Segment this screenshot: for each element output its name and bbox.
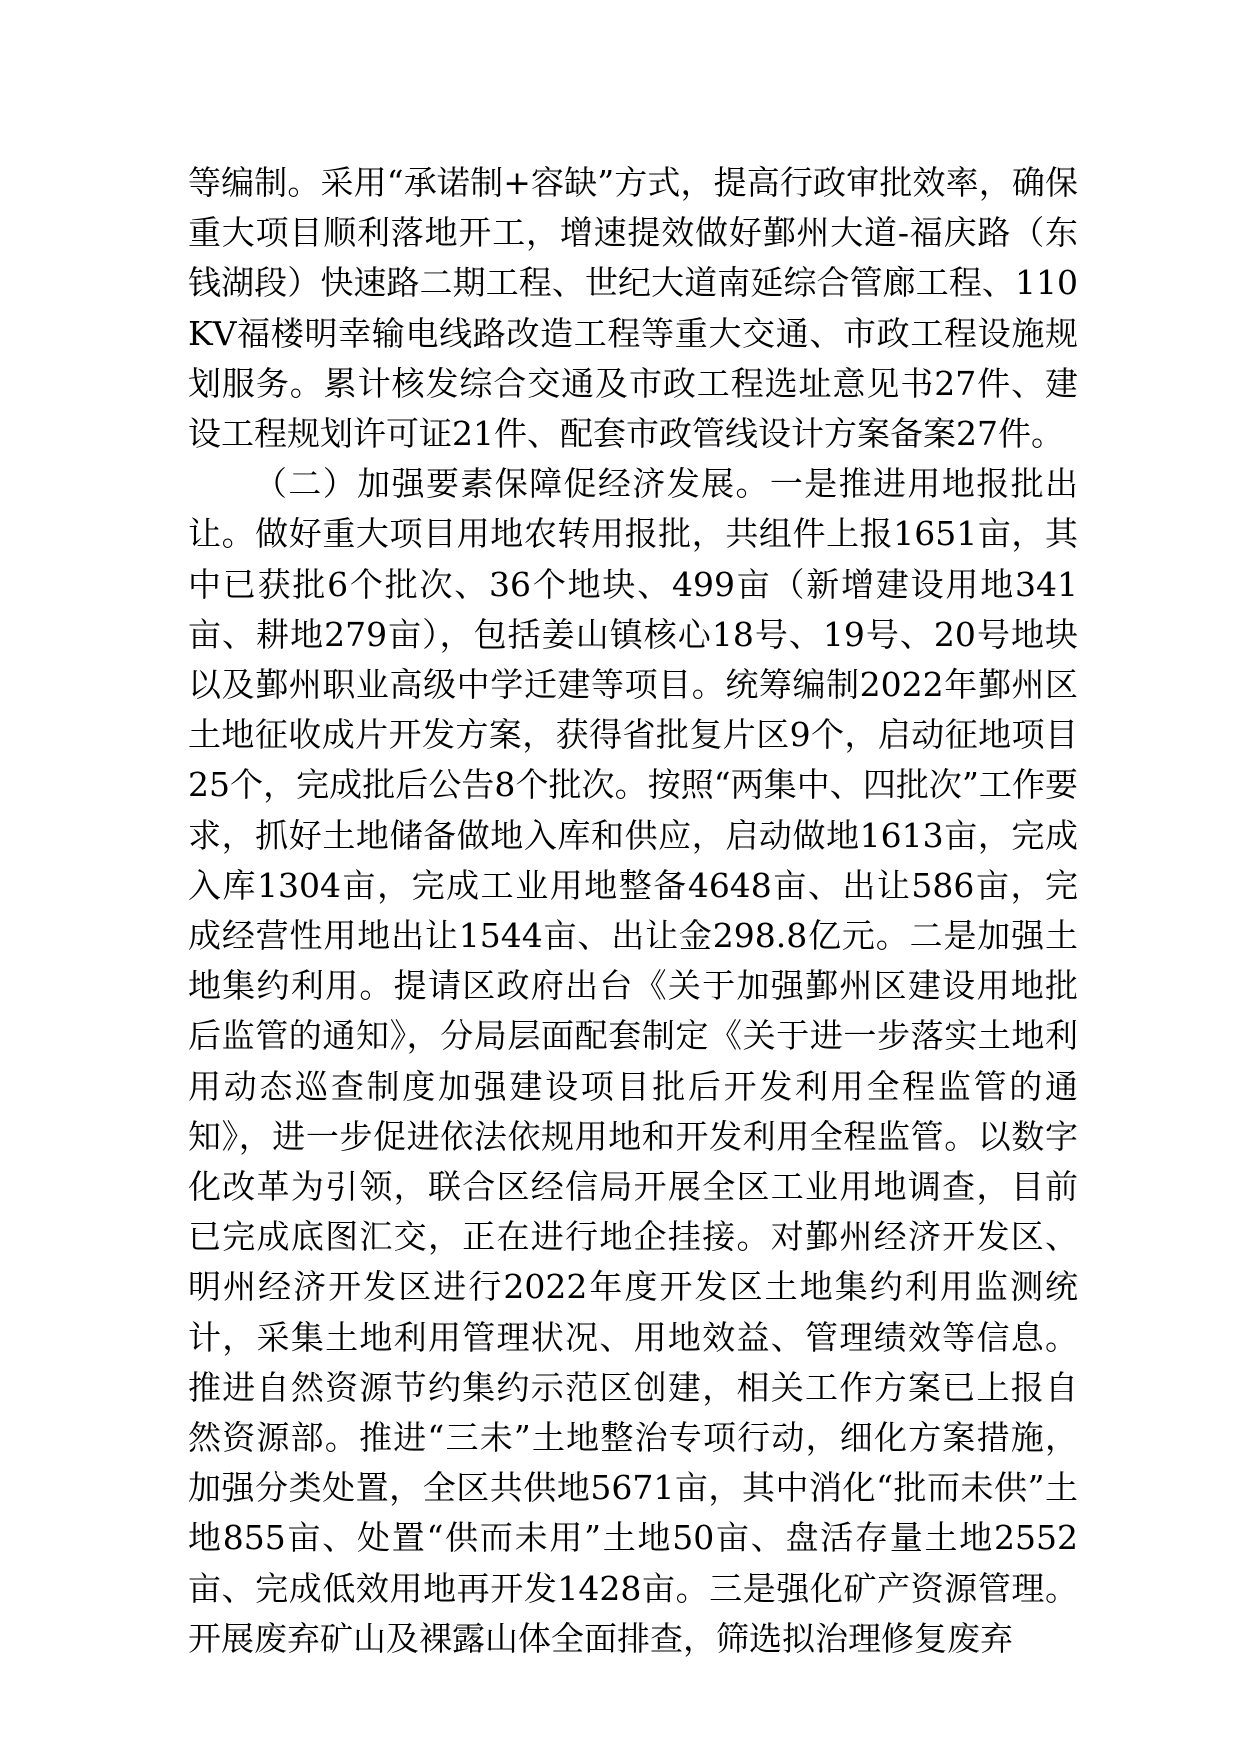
document-body <box>188 158 1078 1664</box>
paragraph-continuation: 等编制。采用“承诺制+容缺”方式，提高行政审批效率，确保重大项目顺利落地开工，增速提效做好鄞州大道-福庆路（东钱湖段）快速路二期工程、世纪大道南延综合管廊工程、110KV福楼明幸输电线路改造工程等重大交通、市政工程设施规划服务。累计核发综合交通及市政工程选址意见书27件、建设工程规划许可证21件、配套市政管线设计方案备案27件。 <box>188 163 1078 454</box>
paragraph-element-guarantee: （二）加强要素保障促经济发展。一是推进用地报批出让。做好重大项目用地农转用报批，共组件上报1651亩，其中已获批6个批次、36个地块、499亩（新增建设用地341亩、耕地279亩），包括姜山镇核心18号、19号、20号地块以及鄞州职业高级中学迁建等项目。统筹编制2022年鄞州区土地征收成片开发方案，获得省批复片区9个，启动征地项目25个，完成批后公告8个批次。按照“两集中、四批次”工作要求，抓好土地储备做地入库和供应，启动做地1613亩，完成入库1304亩，完成工业用地整备4648亩、出让586亩，完成经营性用地出让1544亩、出让金298.8亿元。二是加强土地集约利用。提请区政府出台《关于加强鄞州区建设用地批后监管的通知》，分局层面配套制定《关于进一步落实土地利用动态巡查制度加强建设项目批后开发利用全程监管的通知》，进一步促进依法依规用地和开发利用全程监管。以数字化改革为引领，联合区经信局开展全区工业用地调查，目前已完成底图汇交，正在进行地企挂接。对鄞州经济开发区、明州经济开发区进行2022年度开发区土地集约利用监测统计，采集土地利用管理状况、用地效益、管理绩效等信息。推进自然资源节约集约示范区创建，相关工作方案已上报自然资源部。推进“三未”土地整治专项行动，细化方案措施，加强分类处置，全区共供地5671亩，其中消化“批而未供”土地855亩、处置“供而未用”土地50亩、盘活存量土地2552亩、完成低效用地再开发1428亩。三是强化矿产资源管理。开展废弃矿山及裸露山体全面排查，筛选拟治理修复废弃 <box>188 464 1078 1658</box>
